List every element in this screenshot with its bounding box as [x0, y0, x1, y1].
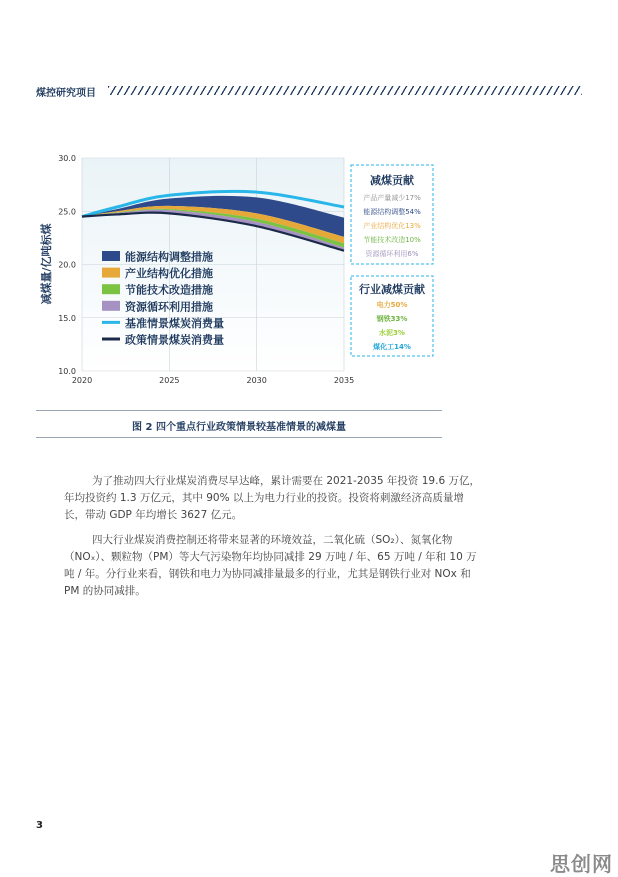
- legend-label: 产业结构优化措施: [125, 267, 213, 281]
- x-tick-label: 2035: [333, 376, 355, 385]
- y-tick-label: 30.0: [58, 154, 76, 163]
- x-tick-label: 2020: [71, 376, 93, 385]
- industry-box-title: 行业减煤贡献: [359, 283, 425, 296]
- header-hatch-bar: [108, 86, 582, 95]
- legend-label: 能源结构调整措施: [125, 250, 213, 264]
- x-tick-labels: [72, 376, 354, 385]
- legend-label: 节能技术改造措施: [125, 283, 213, 297]
- y-tick-label: 20.0: [58, 260, 76, 270]
- header-title: 煤控研究项目: [36, 88, 96, 99]
- legend-label: 基准情景煤炭消费量: [125, 316, 224, 330]
- body-paragraph-2: [64, 532, 484, 600]
- legend-swatch: [102, 301, 120, 311]
- x-tick-label: 2030: [246, 376, 267, 385]
- y-tick-label: 10.0: [58, 367, 76, 376]
- contribution-item: 产品产量减少17%: [363, 194, 421, 202]
- figure-caption: 图 2 四个重点行业政策情景较基准情景的减煤量: [132, 422, 346, 433]
- figure-top-rule: [36, 410, 442, 411]
- contribution-item: 能源结构调整54%: [363, 208, 421, 216]
- industry-item: 电力50%: [376, 301, 408, 309]
- contribution-box-title: 减煤贡献: [370, 174, 414, 187]
- industry-item: 钢铁33%: [376, 315, 408, 323]
- legend-swatch: [102, 284, 120, 294]
- industry-item: 煤化工14%: [373, 343, 411, 351]
- contribution-item: 产业结构优化13%: [363, 222, 421, 230]
- y-tick-label: 25.0: [58, 207, 76, 217]
- body-paragraph-1: [64, 473, 484, 524]
- y-tick-labels: [58, 154, 76, 376]
- coal-reduction-chart: [0, 140, 460, 405]
- figure-bottom-rule: [36, 437, 442, 438]
- y-tick-label: 15.0: [58, 313, 76, 323]
- contribution-item: 节能技术改造10%: [363, 236, 421, 244]
- legend-swatch: [102, 268, 120, 278]
- industry-item: 水泥3%: [379, 329, 405, 337]
- x-tick-label: 2025: [159, 376, 180, 385]
- watermark: 思创网: [550, 852, 613, 876]
- paragraph-text: 四大行业煤炭消费控制还将带来显著的环境效益，二氧化硫（SO₂）、氮氧化物（NOₓ）、颗粒物（PM）等大气污染物年均协同减排 29 万吨 / 年、65 万吨 / 年和 10 万吨 / 年。分行业来看，钢铁和电力为协同减排量最多的行业，尤其是钢铁行业对 NOx 和 PM 的协同减排。: [64, 534, 477, 597]
- contribution-item: 资源循环利用6%: [365, 250, 419, 258]
- legend-label: 资源循环利用措施: [125, 300, 213, 314]
- y-axis-label: 减煤量/亿吨标煤: [40, 223, 53, 305]
- paragraph-text: 为了推动四大行业煤炭消费尽早达峰，累计需要在 2021-2035 年投资 19.6 万亿，年均投资约 1.3 万亿元，其中 90% 以上为电力行业的投资。投资将刺激经济高质量增长，带动 GDP 年均增长 3627 亿元。: [64, 475, 480, 521]
- page-number: 3: [36, 820, 43, 831]
- legend-label: 政策情景煤炭消费量: [125, 333, 224, 347]
- legend-swatch: [102, 251, 120, 261]
